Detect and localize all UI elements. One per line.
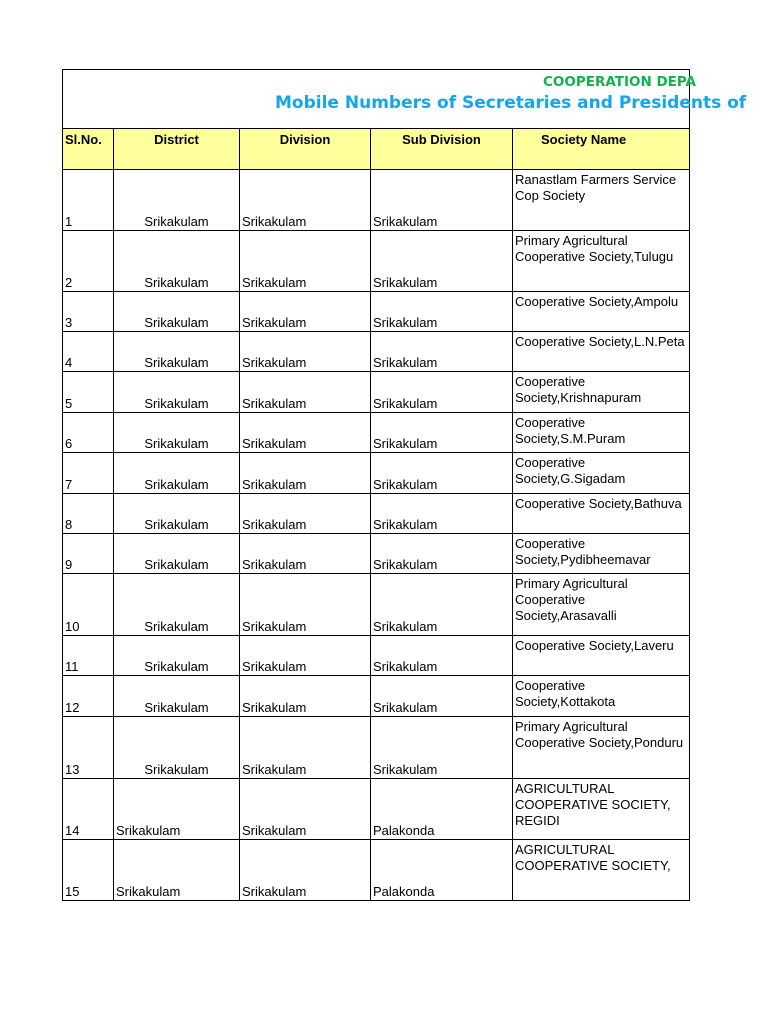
table-row — [63, 231, 690, 292]
sub-division-cell: Srikakulam — [371, 534, 513, 574]
table-row — [63, 494, 690, 534]
district-cell: Srikakulam — [114, 231, 240, 292]
sub-division-cell: Srikakulam — [371, 676, 513, 717]
sl-no-cell: 13 — [63, 717, 114, 779]
table-body — [63, 170, 690, 901]
division-cell: Srikakulam — [240, 332, 371, 372]
society-name-cell: Primary Agricultural Cooperative Society,Ponduru — [513, 717, 690, 779]
header-society-name: Society Name — [513, 129, 690, 170]
sl-no-cell: 10 — [63, 574, 114, 636]
district-cell: Srikakulam — [114, 574, 240, 636]
division-cell: Srikakulam — [240, 840, 371, 901]
sl-no-cell: 15 — [63, 840, 114, 901]
sub-division-cell: Srikakulam — [371, 170, 513, 231]
district-cell: Srikakulam — [114, 413, 240, 453]
division-cell: Srikakulam — [240, 170, 371, 231]
division-cell: Srikakulam — [240, 231, 371, 292]
header-district: District — [114, 129, 240, 170]
table-row — [63, 676, 690, 717]
sl-no-cell: 12 — [63, 676, 114, 717]
sub-division-cell: Palakonda — [371, 840, 513, 901]
table-row — [63, 779, 690, 840]
title-cell — [63, 70, 747, 129]
district-cell: Srikakulam — [114, 676, 240, 717]
society-name-cell: Cooperative Society,Kottakota — [513, 676, 690, 717]
sl-no-cell: 8 — [63, 494, 114, 534]
division-cell: Srikakulam — [240, 372, 371, 413]
division-cell: Srikakulam — [240, 779, 371, 840]
table-row — [63, 170, 690, 231]
sub-division-cell: Srikakulam — [371, 636, 513, 676]
district-cell: Srikakulam — [114, 779, 240, 840]
society-name-cell: Cooperative Society,Laveru — [513, 636, 690, 676]
society-name-cell: Cooperative Society,G.Sigadam — [513, 453, 690, 494]
society-name-cell: Cooperative Society,Pydibheemavar — [513, 534, 690, 574]
table-row — [63, 413, 690, 453]
sub-division-cell: Srikakulam — [371, 372, 513, 413]
sub-division-cell: Palakonda — [371, 779, 513, 840]
sub-division-cell: Srikakulam — [371, 231, 513, 292]
table-row — [63, 372, 690, 413]
district-cell: Srikakulam — [114, 372, 240, 413]
district-cell: Srikakulam — [114, 840, 240, 901]
table-row — [63, 332, 690, 372]
title-row — [63, 70, 690, 129]
sl-no-cell: 9 — [63, 534, 114, 574]
department-title: COOPERATION DEPA — [543, 74, 697, 90]
society-name-cell: Ranastlam Farmers Service Cop Society — [513, 170, 690, 231]
district-cell: Srikakulam — [114, 170, 240, 231]
society-name-cell: Cooperative Society,Bathuva — [513, 494, 690, 534]
header-division: Division — [240, 129, 371, 170]
sl-no-cell: 6 — [63, 413, 114, 453]
district-cell: Srikakulam — [114, 717, 240, 779]
society-name-cell: AGRICULTURAL COOPERATIVE SOCIETY, — [513, 840, 690, 901]
table-row — [63, 636, 690, 676]
division-cell: Srikakulam — [240, 534, 371, 574]
sl-no-cell: 3 — [63, 292, 114, 332]
society-name-cell: Primary Agricultural Cooperative Society,Tulugu — [513, 231, 690, 292]
division-cell: Srikakulam — [240, 413, 371, 453]
sl-no-cell: 7 — [63, 453, 114, 494]
sub-division-cell: Srikakulam — [371, 292, 513, 332]
sl-no-cell: 11 — [63, 636, 114, 676]
district-cell: Srikakulam — [114, 494, 240, 534]
sl-no-cell: 2 — [63, 231, 114, 292]
division-cell: Srikakulam — [240, 453, 371, 494]
society-name-cell: Cooperative Society,S.M.Puram — [513, 413, 690, 453]
division-cell: Srikakulam — [240, 717, 371, 779]
district-cell: Srikakulam — [114, 292, 240, 332]
sub-division-cell: Srikakulam — [371, 413, 513, 453]
division-cell: Srikakulam — [240, 676, 371, 717]
societies-table — [62, 69, 747, 901]
district-cell: Srikakulam — [114, 534, 240, 574]
table-row — [63, 840, 690, 901]
sub-division-cell: Srikakulam — [371, 332, 513, 372]
district-cell: Srikakulam — [114, 636, 240, 676]
header-sl-no: Sl.No. — [63, 129, 114, 170]
division-cell: Srikakulam — [240, 494, 371, 534]
table-row — [63, 453, 690, 494]
header-row — [63, 129, 690, 170]
sheet-title: Mobile Numbers of Secretaries and Presidents of — [275, 93, 747, 113]
sub-division-cell: Srikakulam — [371, 574, 513, 636]
sl-no-cell: 14 — [63, 779, 114, 840]
sub-division-cell: Srikakulam — [371, 717, 513, 779]
table-row — [63, 292, 690, 332]
district-cell: Srikakulam — [114, 453, 240, 494]
division-cell: Srikakulam — [240, 574, 371, 636]
sl-no-cell: 5 — [63, 372, 114, 413]
table-row — [63, 574, 690, 636]
society-name-cell: Cooperative Society,Krishnapuram — [513, 372, 690, 413]
society-name-cell: AGRICULTURAL COOPERATIVE SOCIETY, REGIDI — [513, 779, 690, 840]
table-row — [63, 717, 690, 779]
division-cell: Srikakulam — [240, 292, 371, 332]
sub-division-cell: Srikakulam — [371, 494, 513, 534]
society-name-cell: Cooperative Society,Ampolu — [513, 292, 690, 332]
district-cell: Srikakulam — [114, 332, 240, 372]
sub-division-cell: Srikakulam — [371, 453, 513, 494]
division-cell: Srikakulam — [240, 636, 371, 676]
table-row — [63, 534, 690, 574]
society-name-cell: Primary Agricultural Cooperative Society,Arasavalli — [513, 574, 690, 636]
sl-no-cell: 4 — [63, 332, 114, 372]
spreadsheet — [62, 69, 747, 901]
header-sub-division: Sub Division — [371, 129, 513, 170]
society-name-cell: Cooperative Society,L.N.Peta — [513, 332, 690, 372]
sl-no-cell: 1 — [63, 170, 114, 231]
